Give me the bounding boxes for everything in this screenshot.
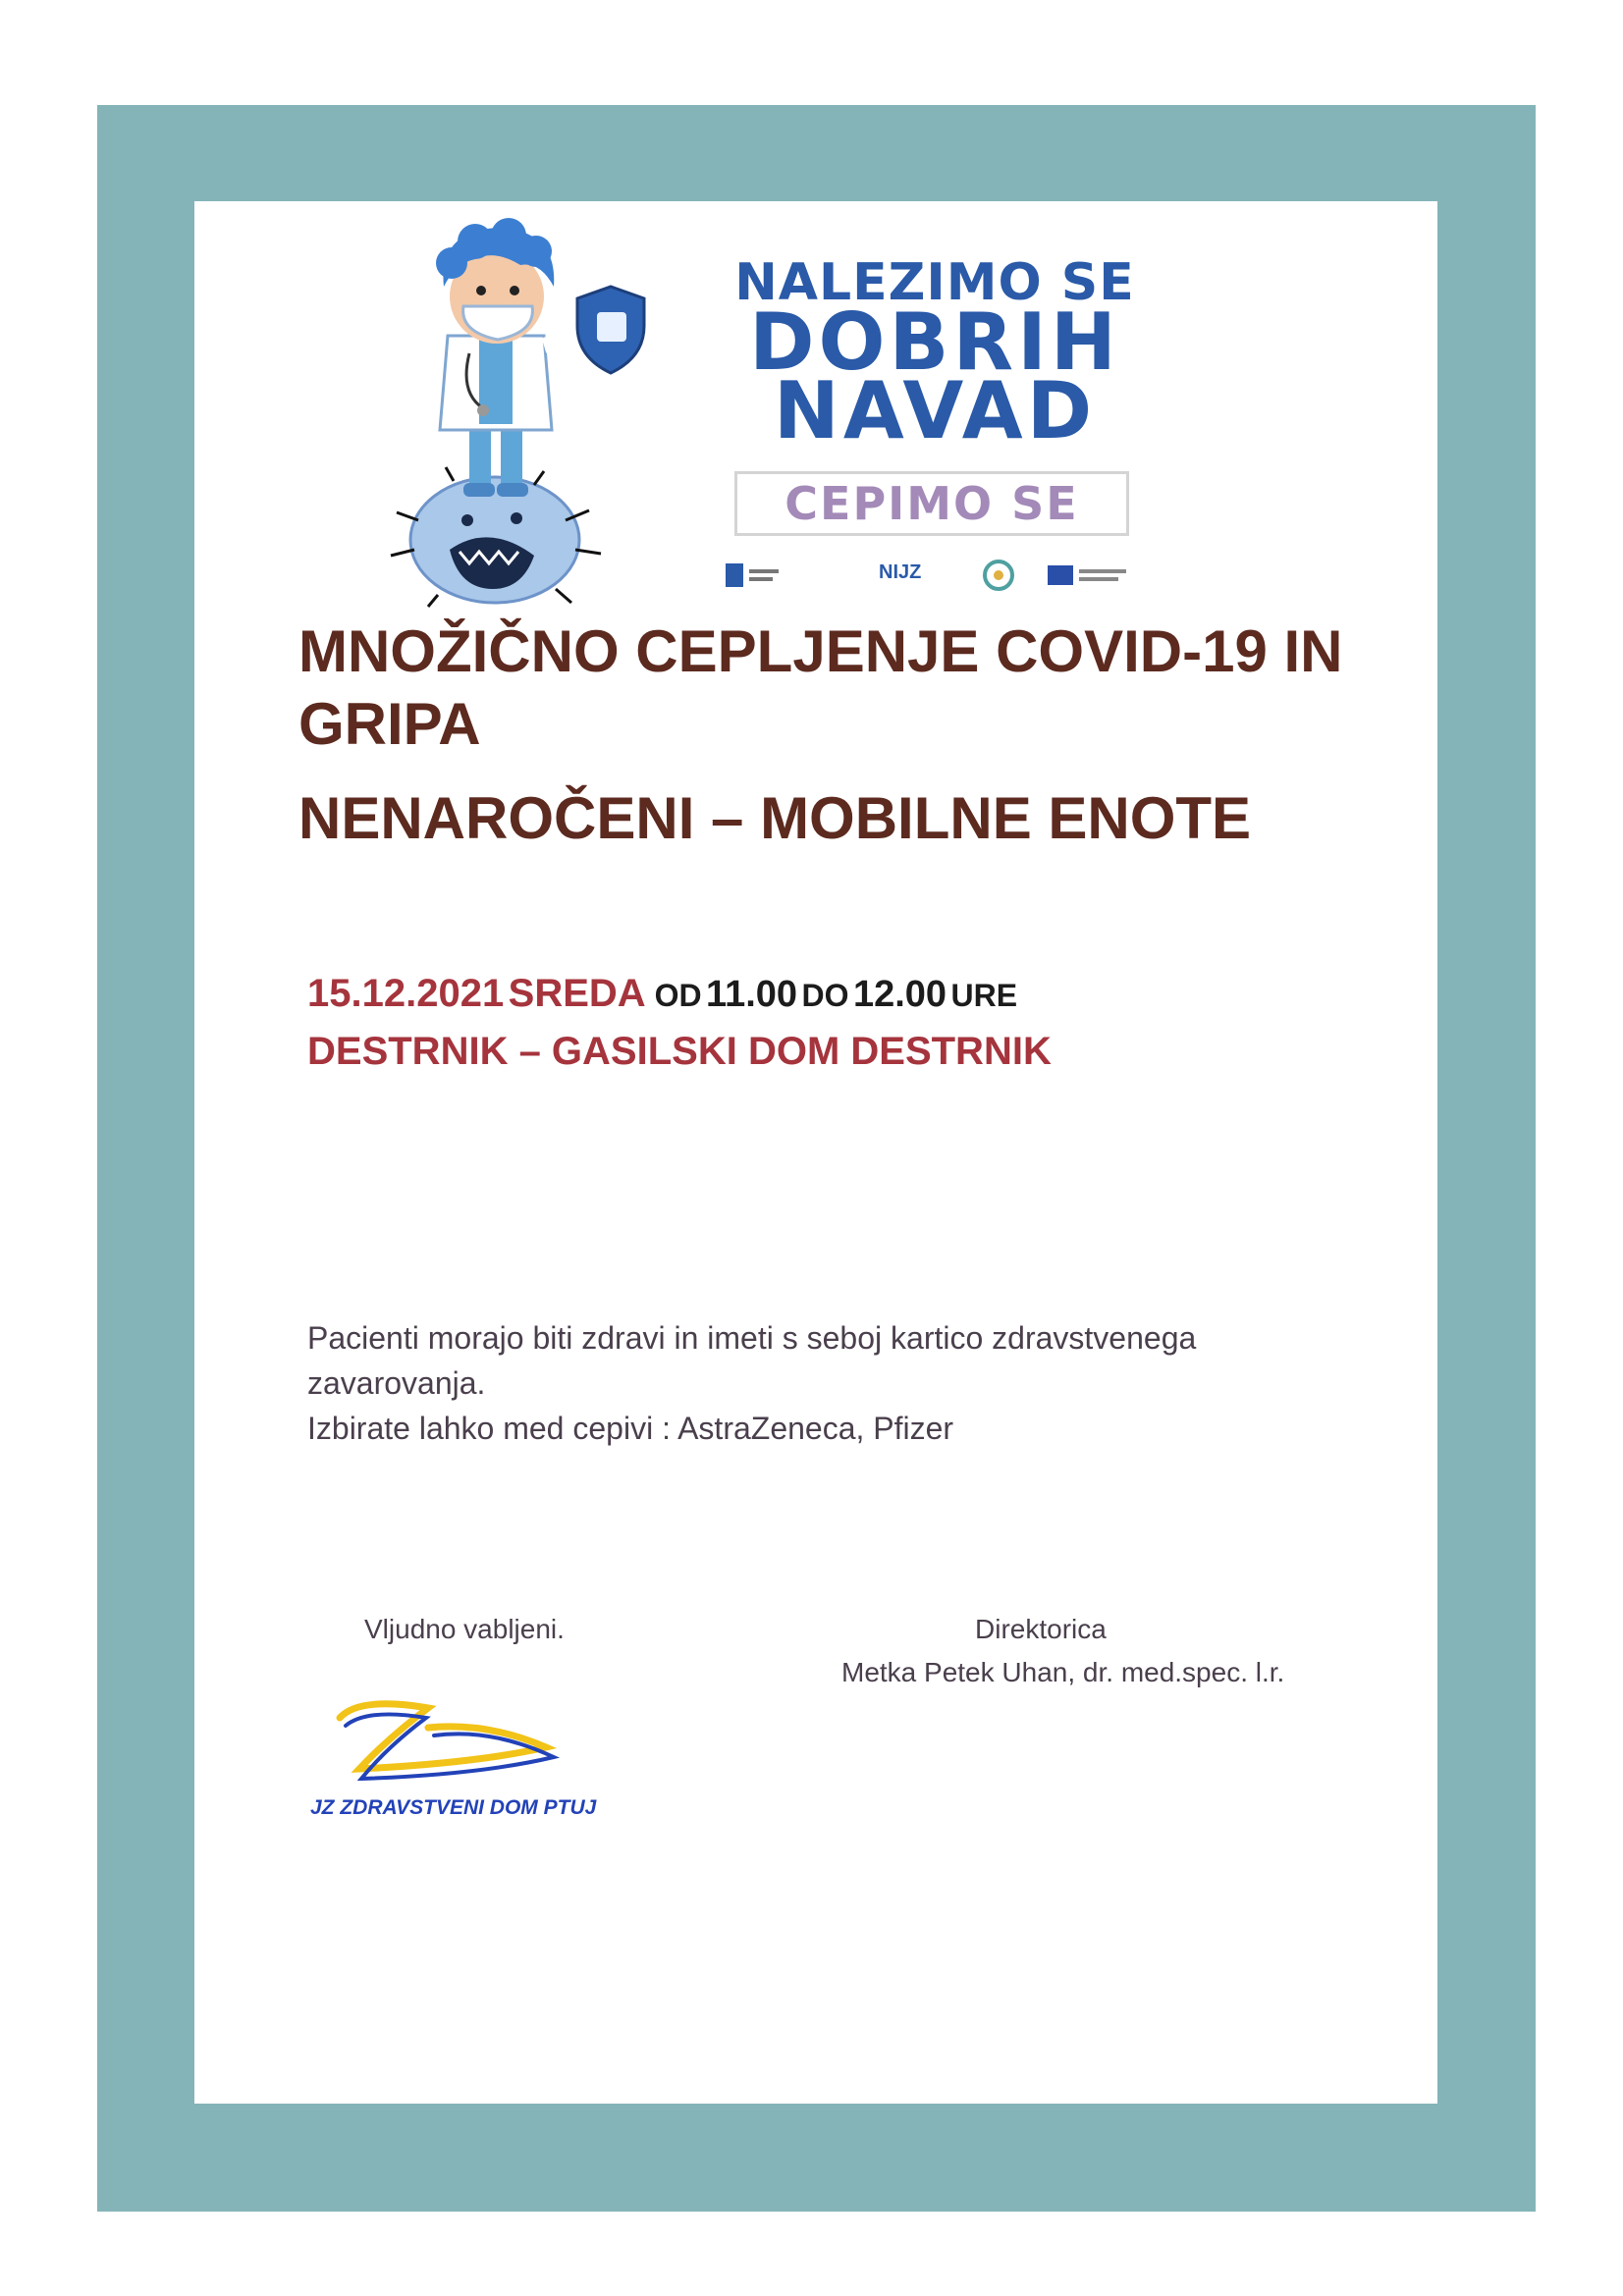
- campaign-line-2: DOBRIH: [749, 296, 1120, 388]
- ministry-logo-icon: [722, 558, 781, 593]
- health-logo-icon: [979, 558, 1018, 593]
- event-day: SREDA: [508, 972, 646, 1015]
- partner-logos: [722, 558, 1134, 597]
- campaign-line-3: NAVAD: [773, 365, 1097, 456]
- from-time: 11.00: [706, 974, 798, 1015]
- nijz-logo: NIJZ: [879, 561, 922, 583]
- director-name: Metka Petek Uhan, dr. med.spec. l.r.: [841, 1657, 1285, 1687]
- to-word: DO: [801, 978, 849, 1013]
- vaccine-choice: Izbirate lahko med cepivi : AstraZeneca, Pfizer: [307, 1411, 954, 1446]
- headline-line-3: NENAROČENI – MOBILNE ENOTE: [298, 785, 1252, 851]
- event-datetime: [307, 968, 1017, 1028]
- instructions-line-1: Pacienti morajo biti zdravi in imeti s seboj kartico zdravstvenega: [307, 1320, 1197, 1356]
- cepimo-se-badge: CEPIMO SE: [734, 471, 1129, 536]
- instructions-line-2: zavarovanja.: [307, 1365, 486, 1401]
- doctor-on-virus-illustration: [379, 206, 664, 609]
- org-name: JZ ZDRAVSTVENI DOM PTUJ: [310, 1796, 597, 1819]
- to-time: 12.00: [852, 974, 947, 1015]
- director-title: Direktorica: [975, 1614, 1107, 1644]
- event-date: 15.12.2021: [307, 972, 505, 1015]
- headline-line-2: GRIPA: [298, 691, 481, 757]
- eu-logo-icon: [1046, 561, 1130, 591]
- campaign-line-1: NALEZIMO SE: [734, 253, 1135, 312]
- zd-ptuj-logo-icon: [320, 1690, 615, 1798]
- event-location: DESTRNIK – GASILSKI DOM DESTRNIK: [307, 1030, 1052, 1073]
- greeting: Vljudno vabljeni.: [364, 1614, 565, 1644]
- time-unit: URE: [950, 978, 1018, 1013]
- headline-line-1: MNOŽIČNO CEPLJENJE COVID-19 IN: [298, 618, 1343, 684]
- from-word: OD: [654, 978, 702, 1013]
